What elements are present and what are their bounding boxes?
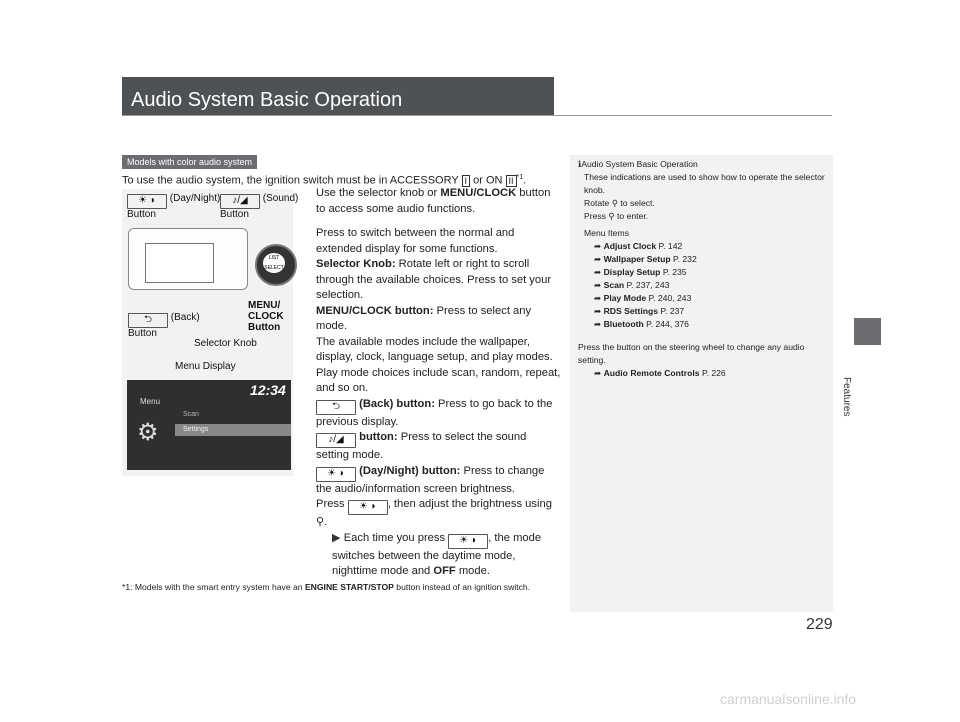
rotate-knob-icon: ⚲ [611, 198, 619, 208]
footnote [122, 580, 562, 594]
sound-figure-label [220, 193, 298, 220]
sound-icon: ♪/◢ [316, 433, 356, 448]
press-b: , then adjust the brightness using [387, 498, 552, 510]
ref-page: P. 232 [673, 254, 697, 264]
note-rotate-a: Rotate [584, 198, 612, 208]
sound-label: (Sound) [262, 193, 299, 204]
note-icon: ℹ [578, 159, 582, 169]
ref-page: P. 240, 243 [648, 293, 692, 303]
sound-icon: ♪/◢ [220, 194, 260, 209]
knob-label: LIST SELECT [264, 255, 284, 271]
back-figure-label [128, 312, 200, 339]
key-on: II [506, 175, 517, 187]
section-tab-marker [854, 318, 881, 345]
ref-page: P. 237, 243 [626, 280, 670, 290]
menu-item-scan: Scan [183, 411, 199, 418]
ref-name[interactable]: Bluetooth [603, 319, 644, 329]
day-night-icon: ☀ ◗ [348, 500, 388, 515]
back-icon: ⮌ [316, 400, 356, 415]
sound-head: button: [359, 431, 398, 443]
back-text: Press to go back to the previous display. [316, 397, 553, 428]
each-c: mode. [455, 565, 490, 577]
selector-head: Selector Knob: [316, 258, 396, 270]
ref-page: P. 226 [701, 368, 726, 378]
ref-name[interactable]: Audio Remote Controls [603, 368, 700, 378]
menu-screen-title: Menu [140, 397, 161, 406]
day-night-button-word: Button [127, 209, 156, 220]
sound-button-word: Button [220, 209, 249, 220]
each-b: , the mode switches between the daytime mode, nighttime mode and [332, 531, 542, 577]
gear-icon: ⚙ [137, 419, 159, 446]
ref-name[interactable]: Wallpaper Setup [603, 254, 671, 264]
ref-icon: ➦ [594, 254, 602, 264]
key-accessory: I [462, 175, 471, 187]
intro-mid: or ON [470, 174, 506, 187]
back-icon: ⮌ [128, 313, 168, 328]
note-head: Audio System Basic Operation [581, 159, 698, 169]
model-tag: Models with color audio system [122, 155, 257, 169]
note-text [578, 158, 828, 380]
ref-icon: ➦ [594, 319, 602, 329]
ref-page: P. 142 [658, 241, 683, 251]
section-tab-label: Features [841, 377, 852, 417]
ref-icon: ➦ [594, 293, 602, 303]
menu-display-label: Menu Display [175, 361, 236, 372]
day-night-icon: ☀ ◗ [316, 467, 356, 482]
selector-knob-label: Selector Knob [194, 338, 257, 349]
ref-icon: ➦ [594, 368, 602, 378]
radio-screen [145, 243, 214, 283]
ref-icon: ➦ [594, 306, 602, 316]
rotate-knob-icon: ⚲ [316, 516, 325, 528]
menu-text: Press to select any mode. [316, 304, 532, 332]
daynight-head: (Day/Night) button: [359, 464, 461, 477]
note-press-a: Press [584, 211, 609, 221]
footnote-a: *1: Models with the smart entry system have an [122, 582, 305, 592]
arrow-icon: ▶ [332, 531, 341, 544]
body-text: Use the selector knob or MENU/CLOCK button to access some audio functions. Press to switch between the normal and extended display for some functions. Selector Knob: Rotate left or right to scroll through the available choices. Press to set your selection. MENU/CLOCK button: Press to select any mode. The available modes include the wallpaper, display, clock, language setup, and play modes. Play mode choices include scan, random, repeat, and so on. ⮌ (Back) button: Press to go back to the previous display. ♪/◢ button: Press to select the sound setting mode. ☀ ◗ (Day/Night) button: Press to change the audio/information screen brightness. Press ☀ ◗ , then adjust the brightness using ⚲. ▶ Each time you press ☀ ◗ , the mode switches between the daytime mode, nighttime mode and OFF mode. [316, 187, 561, 577]
note-rotate-b: to select. [618, 198, 655, 208]
ref-name[interactable]: RDS Settings [603, 306, 659, 316]
footnote-mark: *1 [516, 174, 524, 181]
p2: Press to switch between the normal and extended display for some functions. [316, 227, 515, 255]
sound-text: Press to select the sound setting mode. [316, 431, 527, 461]
note-steering: Press the button on the steering wheel to change any audio setting. [578, 342, 805, 365]
ref-page: P. 235 [662, 267, 687, 277]
menu-item-settings: Settings [175, 424, 291, 436]
back-button-word: Button [128, 328, 157, 339]
intro-before: To use the audio system, the ignition switch must be in ACCESSORY [122, 174, 462, 187]
ref-page: P. 237 [660, 306, 685, 316]
menu-clock-figure-label: MENU/ CLOCK Button [248, 300, 284, 333]
selector-text: Rotate left or right to scroll through the available choices. Press to set your selection. [316, 258, 552, 301]
back-head: (Back) button: [359, 397, 435, 410]
each-a: Each time you press [343, 531, 449, 544]
ref-name[interactable]: Play Mode [603, 293, 647, 303]
press-a: Press [316, 498, 348, 510]
day-night-label: (Day/Night) [169, 193, 221, 204]
day-night-icon: ☀ ◗ [448, 534, 488, 549]
menu-head: MENU/CLOCK button: [316, 304, 434, 317]
menu-time: 12:34 [250, 382, 286, 398]
ref-name[interactable]: Adjust Clock [603, 241, 657, 251]
menu-items-head: Menu Items [584, 228, 629, 238]
ref-name[interactable]: Display Setup [603, 267, 661, 277]
ref-icon: ➦ [594, 241, 602, 251]
p1a: Use the selector knob or [316, 187, 441, 199]
day-night-figure-label [127, 193, 220, 220]
ref-name[interactable]: Scan [603, 280, 625, 290]
footnote-bold: ENGINE START/STOP [304, 582, 394, 592]
page-number: 229 [806, 616, 833, 633]
ref-icon: ➦ [594, 267, 602, 277]
daynight-text: Press to change the audio/information screen brightness. [316, 464, 545, 495]
day-night-icon: ☀ ◗ [127, 194, 167, 209]
title-divider [122, 115, 832, 116]
page-title: Audio System Basic Operation [131, 89, 403, 111]
watermark: carmanualsonline.info [720, 691, 857, 707]
back-label: (Back) [170, 312, 200, 323]
note-l1: These indications are used to show how to operate the selector knob. [584, 172, 825, 195]
press-knob-icon: ⚲ [608, 211, 615, 221]
intro-end: . [523, 174, 527, 187]
p1-bold: MENU/CLOCK [440, 187, 517, 199]
modes-text: The available modes include the wallpaper, display, clock, language setup, and play modes. Play mode choices include scan, random, repeat, and so on. [316, 335, 561, 394]
ref-page: P. 244, 376 [646, 319, 689, 329]
ref-icon: ➦ [594, 280, 602, 290]
note-press-b: to enter. [614, 211, 649, 221]
footnote-b: button instead of an ignition switch. [393, 582, 531, 592]
off-word: OFF [433, 565, 456, 577]
p1b: button to access some audio functions. [316, 187, 551, 215]
